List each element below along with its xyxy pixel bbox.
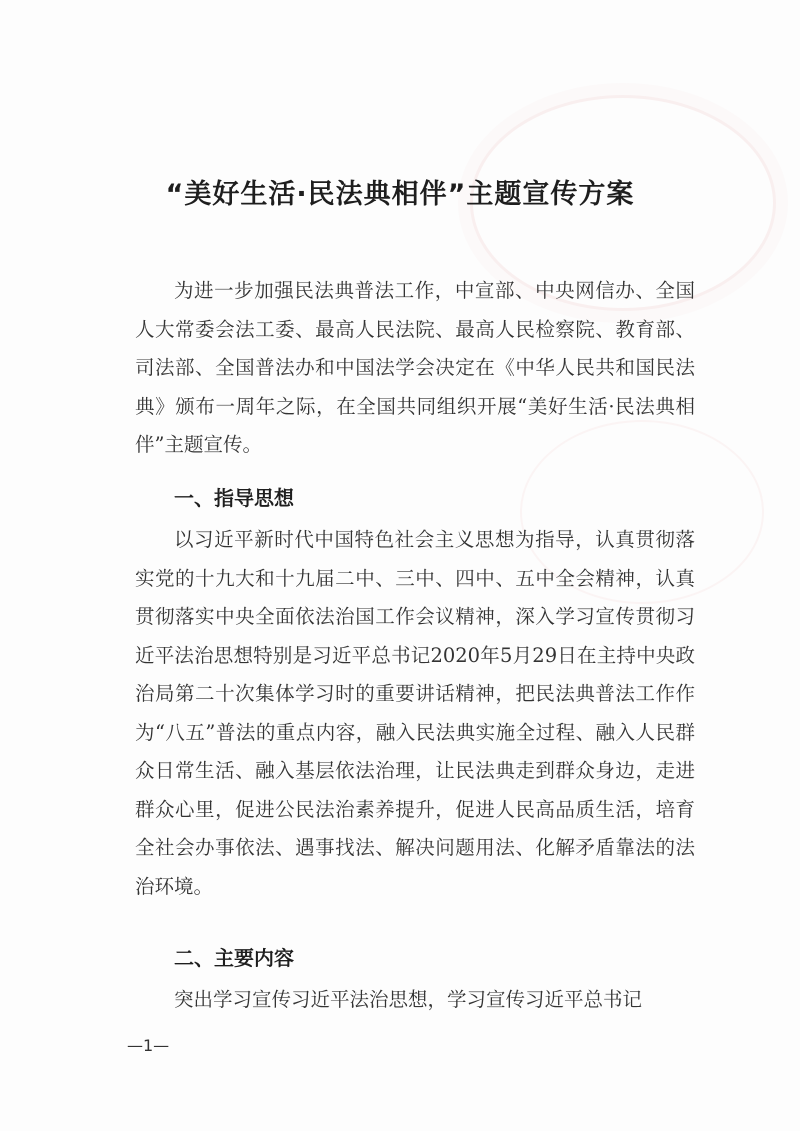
page-number: —1— <box>127 1036 170 1055</box>
main-content-paragraph: 突出学习宣传习近平法治思想，学习宣传习近平总书记 <box>174 988 643 1011</box>
intro-paragraph: 为进一步加强民法典普法工作，中宣部、中央网信办、全国人大常委会法工委、最高人民法院、最高人民检察院、教育部、司法部、全国普法办和中国法学会决定在《中华人民共和国民法典》颁布一周年之际，在全国共同组织开展“美好生活·民法典相伴”主题宣传。 <box>135 279 695 456</box>
guiding-thought-paragraph: 以习近平新时代中国特色社会主义思想为指导，认真贯彻落实党的十九大和十九届二中、三中、四中、五中全会精神，认真贯彻落实中央全面依法治国工作会议精神，深入学习宣传贯彻习近平法治思想特别是习近平总书记2020年5月29日在主持中央政治局第二十次集体学习时的重要讲话精神，把民法典普法工作作为“八五”普法的重点内容，融入民法典实施全过程、融入人民群众日常生活、融入基层依法治理，让民法典走到群众身边，走进群众心里，促进公民法治素养提升，促进人民高品质生活，培育全社会办事依法、遇事找法、解决问题用法、化解矛盾靠法的法治环境。 <box>135 528 695 898</box>
section-heading-guiding-thought: 一、指导思想 <box>174 486 294 510</box>
document-title: “美好生活·民法典相伴”主题宣传方案 <box>165 179 635 210</box>
section-heading-main-content: 二、主要内容 <box>174 946 294 970</box>
